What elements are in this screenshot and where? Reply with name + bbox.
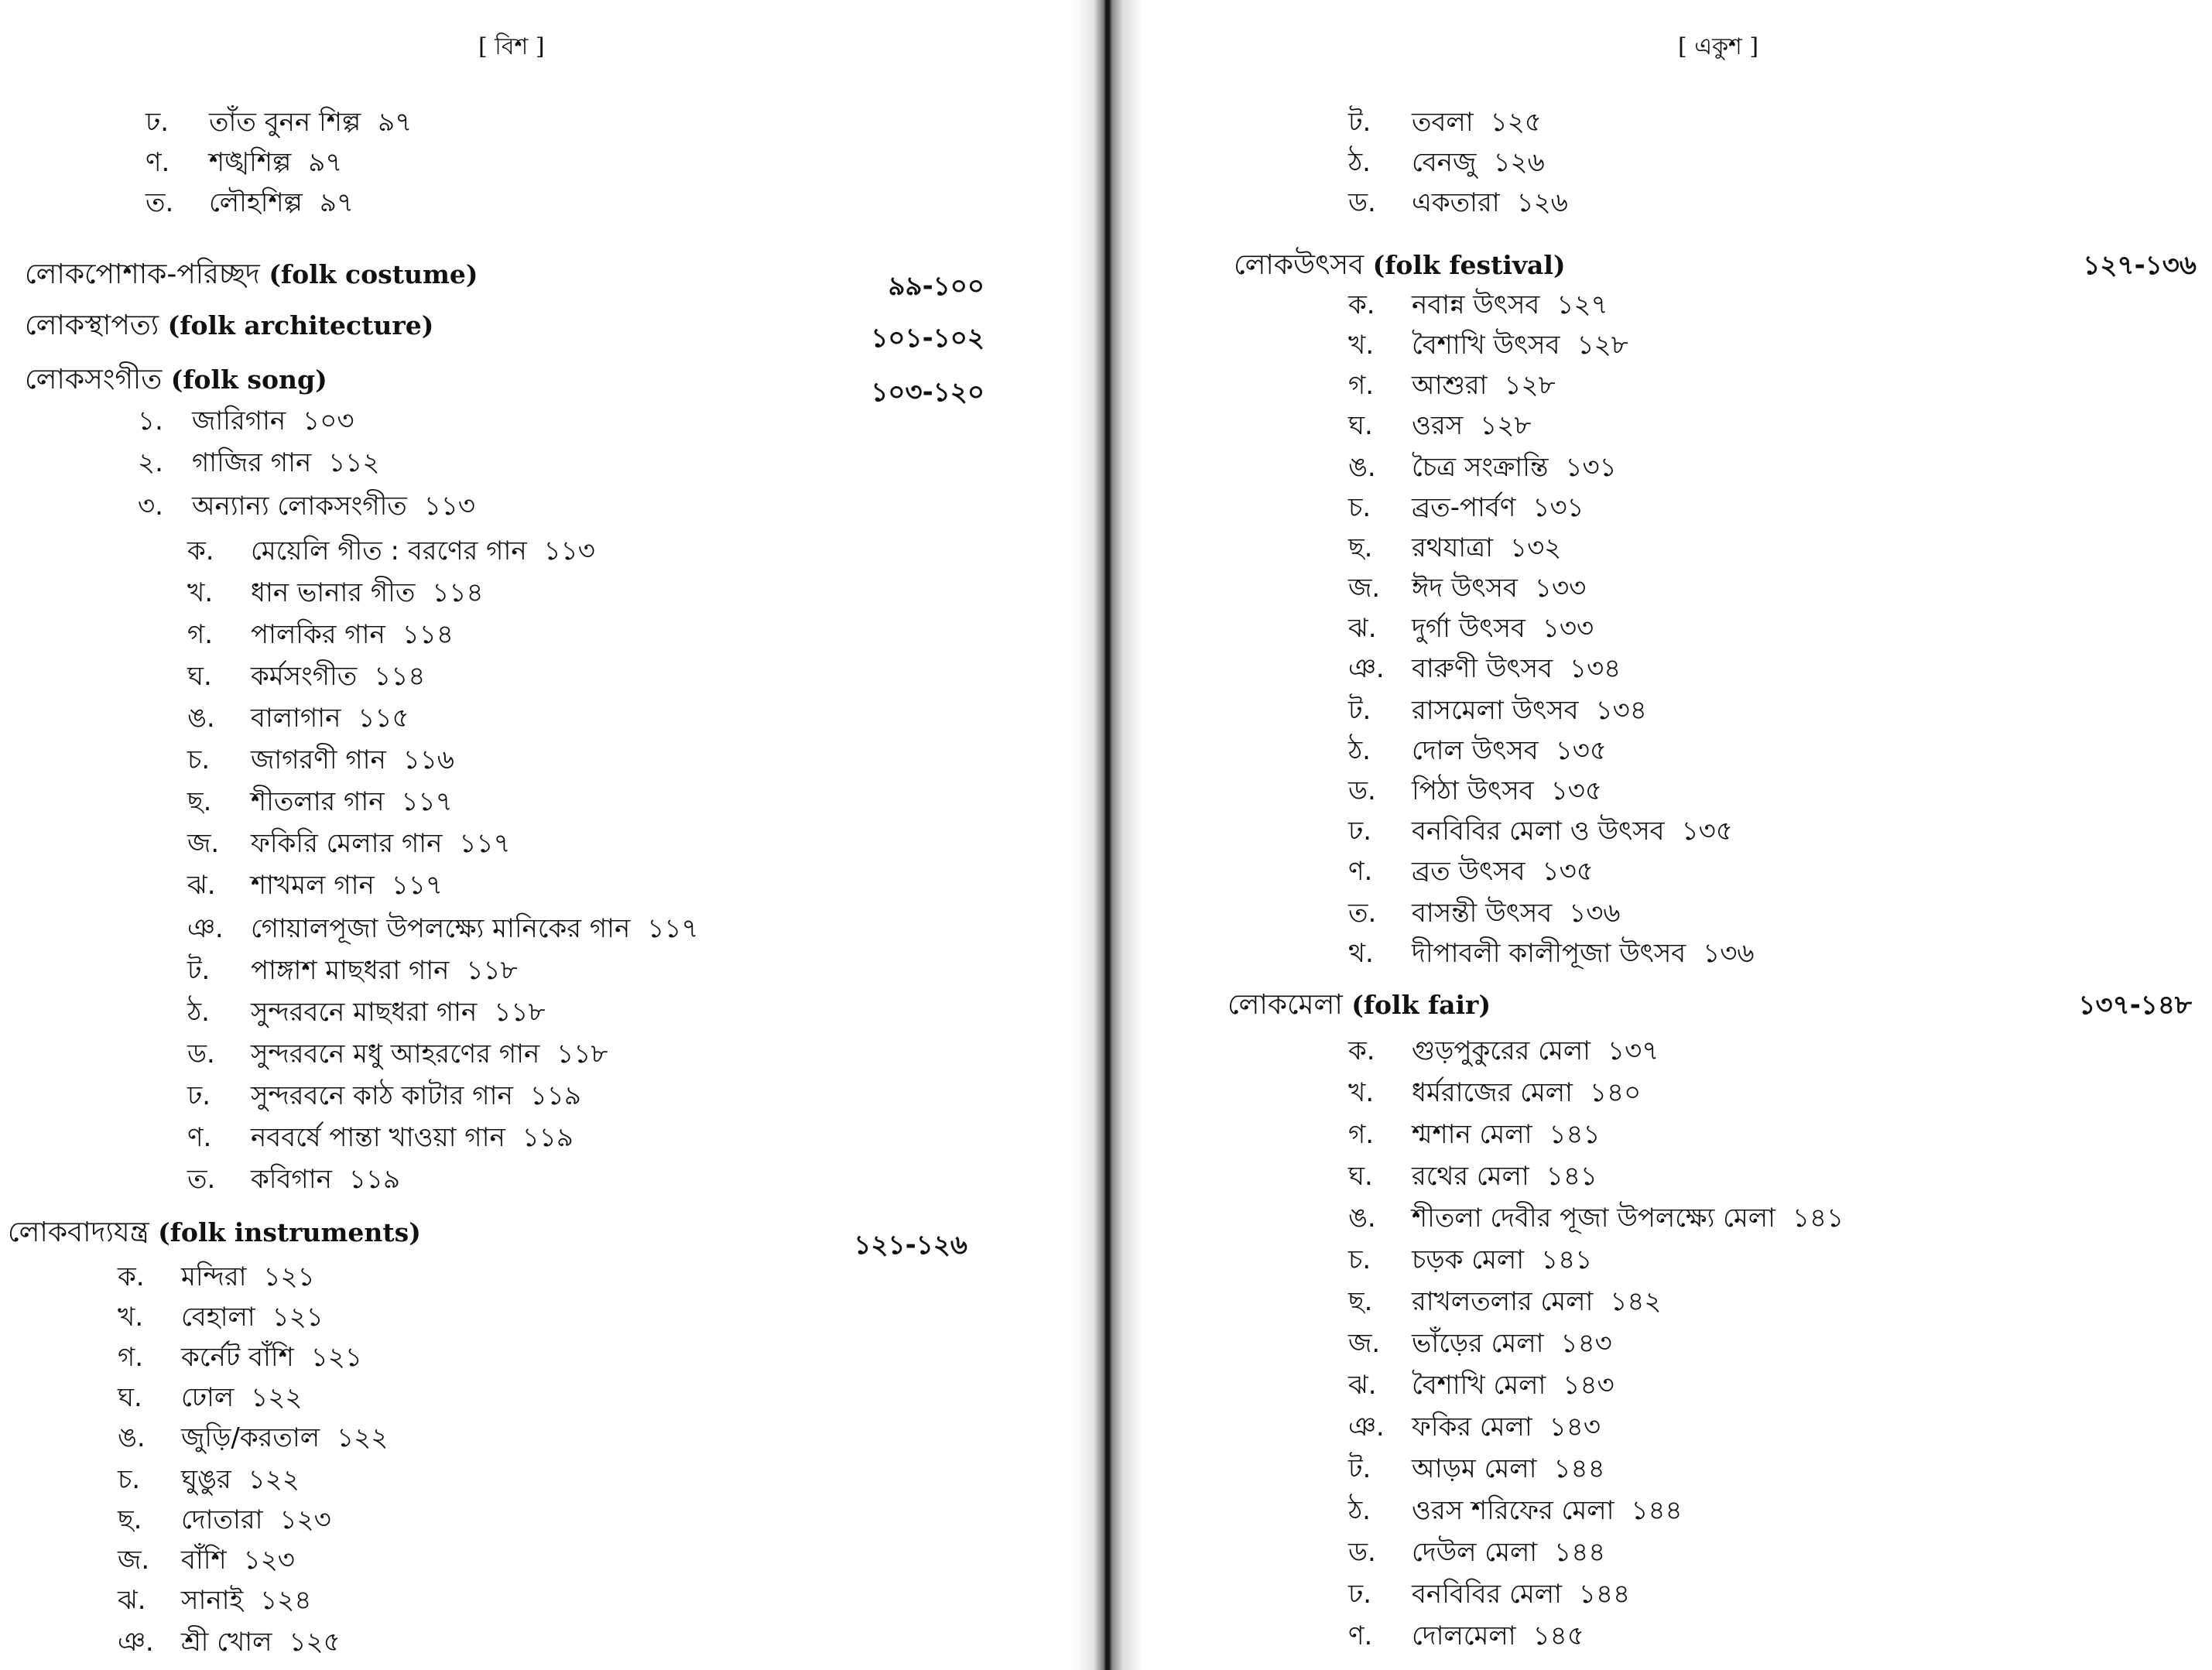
- section-page-range: ১৩৭-১৪৮: [2078, 990, 2192, 1021]
- toc-entry: ণ. ব্রত উৎসব ১৩৫: [1348, 856, 1594, 887]
- toc-entry: ছ. রথযাত্রা ১৩২: [1348, 532, 1562, 563]
- toc-entry: ঞ. শ্রী খোল ১২৫: [118, 1627, 341, 1658]
- page-number: [ বিশ ]: [478, 33, 545, 60]
- toc-entry: জ. ঈদ উৎসব ১৩৩: [1348, 573, 1587, 604]
- toc-entry: ড. পিঠা উৎসব ১৩৫: [1348, 775, 1602, 806]
- section-heading-folk-architecture: লোকস্থাপত্য (folk architecture): [25, 310, 434, 341]
- toc-entry: ঘ. ঢোল ১২২: [118, 1382, 303, 1413]
- section-page-range: ১০১-১০২: [871, 323, 984, 354]
- toc-entry: ৩. অন্যান্য লোকসংগীত ১১৩: [138, 491, 476, 522]
- toc-entry: ছ. রাখলতলার মেলা ১৪২: [1348, 1286, 1662, 1317]
- toc-entry: ত. লৌহশিল্প ৯৭: [146, 187, 354, 218]
- toc-entry: ক. মন্দিরা ১২১: [118, 1261, 315, 1292]
- toc-entry: ড. সুন্দরবনে মধু আহরণের গান ১১৮: [187, 1039, 608, 1069]
- toc-entry: খ. ধর্মরাজের মেলা ১৪০: [1348, 1077, 1642, 1108]
- toc-entry: খ. বেহালা ১২১: [118, 1302, 324, 1333]
- toc-entry: ছ. দোতারা ১২৩: [118, 1504, 331, 1535]
- toc-entry: থ. দীপাবলী কালীপূজা উৎসব ১৩৬: [1348, 938, 1755, 969]
- toc-entry: ণ. নববর্ষে পান্তা খাওয়া গান ১১৯: [187, 1122, 574, 1153]
- section-page-range: ১২৭-১৩৬: [2083, 250, 2197, 281]
- toc-entry: খ. বৈশাখি উৎসব ১২৮: [1348, 330, 1628, 361]
- toc-entry: ঝ. বৈশাখি মেলা ১৪৩: [1348, 1370, 1614, 1401]
- toc-entry: ক. মেয়েলি গীত : বরণের গান ১১৩: [187, 536, 595, 566]
- section-heading-folk-song: লোকসংগীত (folk song): [25, 364, 327, 395]
- toc-entry: গ. পালকির গান ১১৪: [187, 619, 454, 650]
- toc-entry: ঝ. সানাই ১২৪: [118, 1585, 312, 1616]
- section-heading-folk-festival: লোকউৎসব (folk festival): [1234, 249, 1566, 281]
- section-page-range: ১০৩-১২০: [871, 377, 984, 408]
- toc-entry: ঝ. দুর্গা উৎসব ১৩৩: [1348, 613, 1594, 644]
- toc-entry: ঠ. দোল উৎসব ১৩৫: [1348, 735, 1607, 766]
- toc-entry: ঙ. বালাগান ১১৫: [187, 703, 409, 734]
- toc-entry: ত. বাসন্তী উৎসব ১৩৬: [1348, 898, 1621, 929]
- toc-entry: ঙ. চৈত্র সংক্রান্তি ১৩১: [1348, 452, 1617, 483]
- toc-entry: চ. জাগরণী গান ১১৬: [187, 744, 455, 775]
- toc-entry: ঘ. ওরস ১২৮: [1348, 410, 1532, 441]
- toc-entry: ণ. শঙ্খশিল্প ৯৭: [146, 147, 343, 178]
- section-heading-folk-costume: লোকপোশাক-পরিচ্ছদ (folk costume): [25, 258, 478, 290]
- toc-entry: ২. গাজির গান ১১২: [138, 447, 380, 478]
- page-number: [ একুশ ]: [1678, 33, 1759, 60]
- toc-entry: ট. পাঙ্গাশ মাছধরা গান ১১৮: [187, 955, 518, 986]
- toc-entry: ঞ. গোয়ালপূজা উপলক্ষ্যে মানিকের গান ১১৭: [187, 913, 699, 944]
- toc-entry: ঞ. ফকির মেলা ১৪৩: [1348, 1412, 1601, 1442]
- toc-entry: ১. জারিগান ১০৩: [138, 406, 354, 436]
- toc-entry: খ. ধান ভানার গীত ১১৪: [187, 577, 484, 608]
- toc-entry: জ. ফকিরি মেলার গান ১১৭: [187, 828, 511, 859]
- toc-entry: ড. একতারা ১২৬: [1348, 187, 1568, 218]
- right-page: [1091, 0, 2212, 1670]
- toc-entry: ঠ. বেনজু ১২৬: [1348, 147, 1545, 178]
- toc-entry: ট. রাসমেলা উৎসব ১৩৪: [1348, 695, 1647, 726]
- section-page-range: ১২১-১২৬: [854, 1230, 967, 1261]
- toc-entry: ণ. দোলমেলা ১৪৫: [1348, 1620, 1584, 1651]
- toc-entry: গ. কর্নেট বাঁশি ১২১: [118, 1342, 362, 1373]
- toc-entry: ক. নবান্ন উৎসব ১২৭: [1348, 289, 1608, 320]
- toc-entry: ঢ. বনবিবির মেলা ১৪৪: [1348, 1579, 1631, 1610]
- toc-entry: ঙ. জুড়ি/করতাল ১২২: [118, 1422, 389, 1453]
- toc-entry: ছ. শীতলার গান ১১৭: [187, 786, 453, 817]
- toc-entry: ঘ. কর্মসংগীত ১১৪: [187, 661, 426, 692]
- toc-entry: চ. চড়ক মেলা ১৪১: [1348, 1244, 1593, 1275]
- section-heading-folk-instruments: লোকবাদ্যযন্ত্র (folk instruments): [8, 1217, 421, 1248]
- toc-entry: জ. ভাঁড়ের মেলা ১৪৩: [1348, 1328, 1612, 1359]
- toc-entry: ঠ. ওরস শরিফের মেলা ১৪৪: [1348, 1495, 1683, 1526]
- toc-entry: ঢ. বনবিবির মেলা ও উৎসব ১৩৫: [1348, 816, 1733, 847]
- toc-entry: ঙ. শীতলা দেবীর পূজা উপলক্ষ্যে মেলা ১৪১: [1348, 1203, 1844, 1234]
- left-page: [0, 0, 1091, 1670]
- toc-entry: ড. দেউল মেলা ১৪৪: [1348, 1537, 1606, 1568]
- section-heading-folk-fair: লোকমেলা (folk fair): [1228, 989, 1491, 1021]
- toc-entry: ঠ. সুন্দরবনে মাছধরা গান ১১৮: [187, 997, 546, 1028]
- toc-entry: ঢ. তাঁত বুনন শিল্প ৯৭: [146, 107, 413, 138]
- toc-entry: ত. কবিগান ১১৯: [187, 1164, 401, 1195]
- toc-entry: গ. আশুরা ১২৮: [1348, 370, 1556, 401]
- toc-entry: ঞ. বারুণী উৎসব ১৩৪: [1348, 653, 1621, 684]
- toc-entry: ঢ. সুন্দরবনে কাঠ কাটার গান ১১৯: [187, 1080, 581, 1111]
- toc-entry: ট. আড়ম মেলা ১৪৪: [1348, 1453, 1605, 1484]
- toc-entry: গ. শ্মশান মেলা ১৪১: [1348, 1119, 1601, 1150]
- toc-entry: ক. গুড়পুকুরের মেলা ১৩৭: [1348, 1035, 1659, 1066]
- toc-entry: চ. ব্রত-পার্বণ ১৩১: [1348, 492, 1584, 523]
- toc-entry: চ. ঘুঙুর ১২২: [118, 1464, 300, 1495]
- toc-entry: ট. তবলা ১২৫: [1348, 107, 1542, 138]
- toc-entry: জ. বাঁশি ১২৩: [118, 1545, 295, 1576]
- section-page-range: ৯৯-১০০: [888, 271, 984, 302]
- toc-entry: ঝ. শাখমল গান ১১৭: [187, 870, 443, 901]
- toc-entry: ঘ. রথের মেলা ১৪১: [1348, 1161, 1597, 1192]
